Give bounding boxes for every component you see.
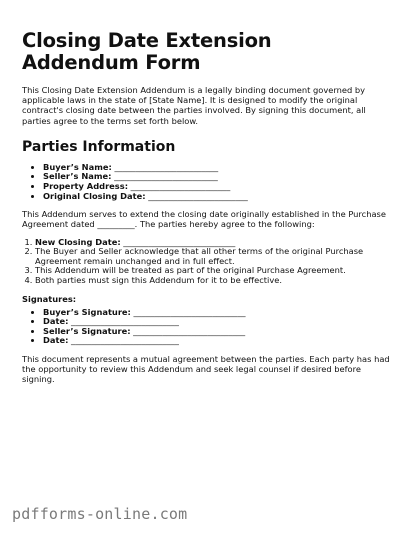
terms-list: [22, 238, 392, 286]
document-title: Closing Date Extension Addendum Form: [22, 29, 272, 74]
list-item: [43, 336, 392, 346]
list-item: 2. The Buyer and Seller acknowledge that all other terms of the original Purchase Agreement remain unchanged and in full effect.: [35, 247, 392, 266]
field-label: Buyer’s Name:: [43, 161, 112, 172]
parties-list: [22, 163, 392, 201]
blank-line: ___________________________: [130, 325, 246, 336]
field-label: Seller’s Name:: [43, 171, 112, 182]
blank-line: ________________________: [145, 190, 248, 201]
field-label: Seller’s Signature:: [43, 325, 131, 336]
field-label: New Closing Date:: [35, 236, 121, 247]
extension-paragraph: This Addendum serves to extend the closing date originally established in the Purchase Agreement dated _________. The parties hereby agree to the following:: [22, 209, 386, 230]
field-label: Property Address:: [43, 181, 129, 191]
parties-heading: Parties Information: [22, 138, 176, 155]
field-label: Original Closing Date:: [43, 190, 146, 201]
intro-paragraph: This Closing Date Extension Addendum is a legally binding document governed by applicable laws in the state of [State Name]. It is designed to modify the original contract's closing date between the parties involved. By signing this document, all parties agree to the terms set forth below.: [22, 85, 366, 126]
field-label: Date:: [43, 316, 69, 327]
field-label: Buyer’s Signature:: [43, 306, 131, 317]
blank-line: _________________________: [111, 161, 219, 172]
blank-line: __________________________: [68, 335, 179, 346]
blank-line: ___________________________: [130, 306, 246, 317]
blank-line: ___________________________: [120, 236, 236, 247]
list-item: [43, 192, 392, 202]
watermark-text: pdfforms-online.com: [12, 505, 188, 523]
document-page: [22, 30, 392, 393]
field-label: Date:: [43, 335, 69, 346]
list-item: 4. Both parties must sign this Addendum for it to be effective.: [35, 276, 392, 286]
signatures-heading: Signatures:: [22, 293, 77, 304]
blank-line: __________________________: [68, 316, 179, 327]
list-item: 3. This Addendum will be treated as part of the original Purchase Agreement.: [35, 266, 392, 276]
blank-line: _________________________: [111, 171, 218, 182]
blank-line: ________________________: [128, 181, 231, 191]
closing-paragraph: This document represents a mutual agreement between the parties. Each party has had the opportunity to review this Addendum and seek legal counsel if desired before signing.: [22, 353, 390, 385]
signatures-list: [22, 308, 392, 346]
